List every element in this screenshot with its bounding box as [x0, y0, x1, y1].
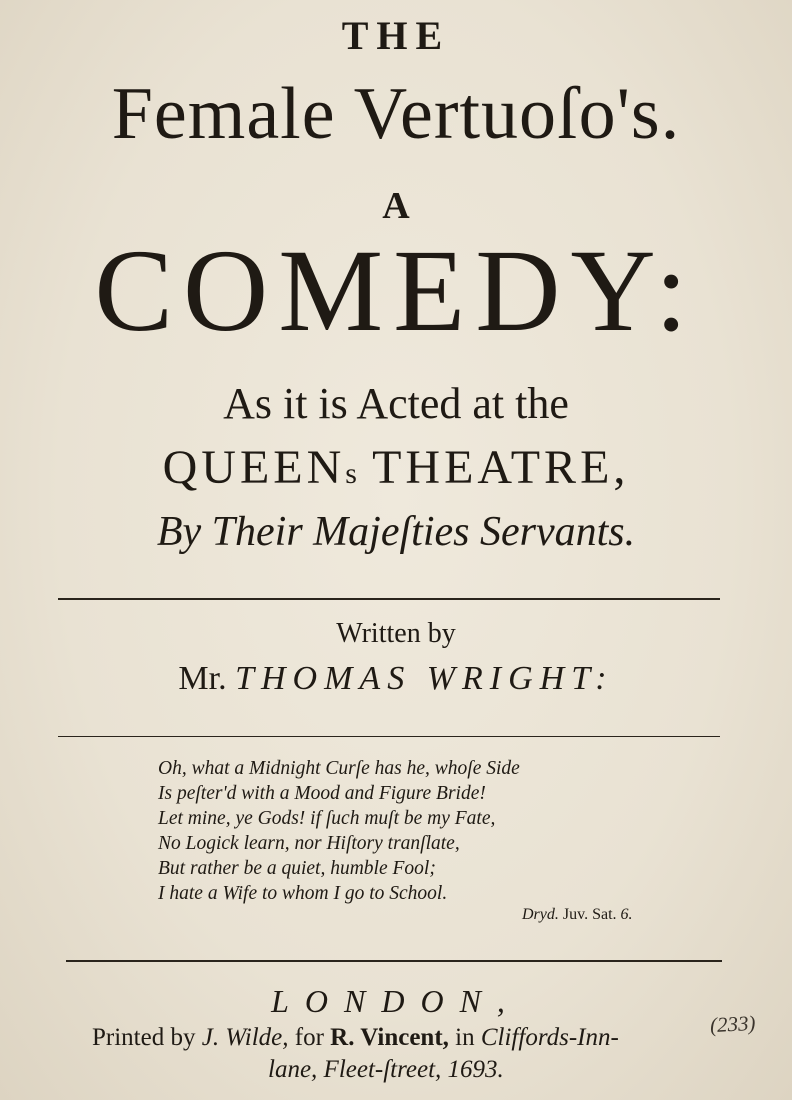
author-name: THOMAS WRIGHT:: [235, 660, 614, 697]
divider-rule-2: [58, 736, 720, 737]
citation-work: Juv. Sat.: [562, 906, 617, 923]
acted-line: As it is Acted at the: [223, 379, 569, 428]
verse-line: But rather be a quiet, humble Fool;: [158, 858, 436, 879]
heading-a: A: [382, 185, 410, 227]
queen-possessive: s: [345, 457, 357, 490]
imprint-line-1: [92, 1024, 619, 1052]
handwritten-annotation: (233): [709, 1010, 757, 1038]
epigraph-verse: [158, 756, 618, 906]
genre-comedy: [0, 225, 792, 356]
bookseller-name: R. Vincent,: [330, 1024, 449, 1051]
heading-the: THE: [341, 13, 451, 58]
citation-author: Dryd.: [522, 906, 559, 923]
imprint-in: in: [455, 1024, 475, 1051]
imprint-place: Cliffords-Inn-: [480, 1024, 619, 1051]
divider-rule-3: [66, 960, 722, 962]
imprint-city: LONDON,: [271, 983, 521, 1019]
verse-line: Is peſter'd with a Mood and Figure Bride!: [158, 783, 486, 804]
verse-line: Oh, what a Midnight Curſe has he, whoſe Side: [158, 758, 520, 779]
queen-word: QUEEN: [162, 441, 346, 494]
printer-name: J. Wilde,: [201, 1024, 289, 1051]
play-title: Female Vertuoſo's.: [111, 73, 681, 155]
comedy-colon: :: [654, 225, 698, 356]
majesties-line: By Their Majeſties Servants.: [156, 509, 636, 555]
verse-line: Let mine, ye Gods! if ſuch muſt be my Fate,: [158, 808, 496, 829]
imprint-for: for: [294, 1024, 324, 1051]
printed-by: Printed by: [92, 1024, 196, 1051]
divider-rule-1: [58, 598, 720, 600]
author-prefix: Mr.: [178, 660, 227, 697]
verse-line: I hate a Wife to whom I go to School.: [158, 883, 448, 904]
epigraph-citation: [522, 906, 633, 924]
written-by: Written by: [336, 618, 456, 649]
theatre-word: THEATRE,: [372, 441, 630, 494]
verse-line: No Logick learn, nor Hiſtory tranſlate,: [158, 833, 460, 854]
author-line: [0, 660, 792, 698]
citation-number: 6.: [620, 906, 633, 923]
theatre-line: [0, 440, 792, 495]
comedy-word: COMEDY: [94, 225, 655, 356]
imprint-line-2: lane, Fleet-ſtreet, 1693.: [268, 1056, 504, 1083]
